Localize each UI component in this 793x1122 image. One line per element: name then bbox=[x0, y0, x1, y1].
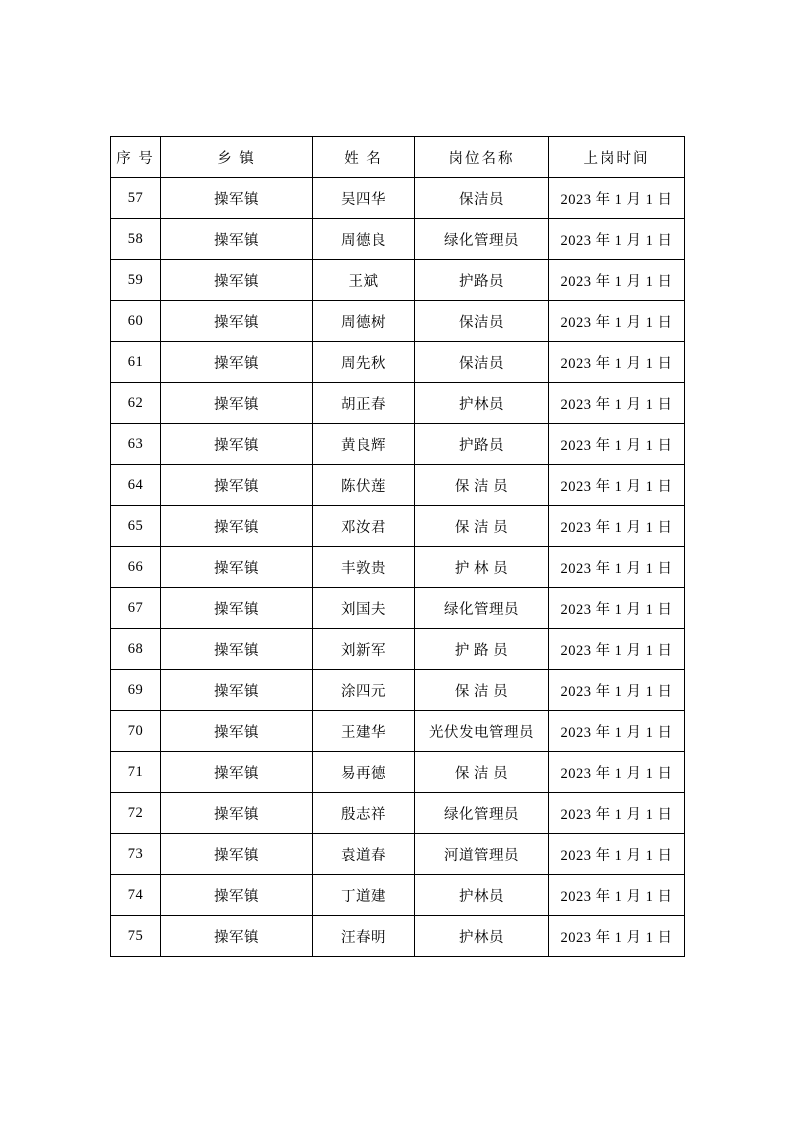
table-row bbox=[111, 916, 685, 957]
cell-name: 涂四元 bbox=[313, 670, 415, 711]
cell-town: 操军镇 bbox=[161, 219, 313, 260]
cell-index: 69 bbox=[111, 670, 161, 711]
column-header-index: 序 号 bbox=[111, 137, 161, 178]
cell-town: 操军镇 bbox=[161, 465, 313, 506]
table-row bbox=[111, 465, 685, 506]
cell-date: 2023 年 1 月 1 日 bbox=[549, 629, 685, 670]
table-row bbox=[111, 383, 685, 424]
table-row bbox=[111, 301, 685, 342]
table-row bbox=[111, 875, 685, 916]
cell-index: 62 bbox=[111, 383, 161, 424]
cell-name: 丰敦贵 bbox=[313, 547, 415, 588]
cell-name: 易再德 bbox=[313, 752, 415, 793]
table-row bbox=[111, 424, 685, 465]
cell-date: 2023 年 1 月 1 日 bbox=[549, 301, 685, 342]
cell-town: 操军镇 bbox=[161, 547, 313, 588]
cell-date: 2023 年 1 月 1 日 bbox=[549, 178, 685, 219]
cell-post: 保 洁 员 bbox=[415, 506, 549, 547]
table-row bbox=[111, 342, 685, 383]
cell-post: 光伏发电管理员 bbox=[415, 711, 549, 752]
cell-index: 61 bbox=[111, 342, 161, 383]
cell-name: 吴四华 bbox=[313, 178, 415, 219]
cell-index: 60 bbox=[111, 301, 161, 342]
cell-index: 65 bbox=[111, 506, 161, 547]
column-header-post: 岗位名称 bbox=[415, 137, 549, 178]
cell-index: 73 bbox=[111, 834, 161, 875]
cell-town: 操军镇 bbox=[161, 301, 313, 342]
cell-name: 刘新军 bbox=[313, 629, 415, 670]
cell-date: 2023 年 1 月 1 日 bbox=[549, 670, 685, 711]
cell-date: 2023 年 1 月 1 日 bbox=[549, 793, 685, 834]
cell-post: 护林员 bbox=[415, 383, 549, 424]
table-row bbox=[111, 547, 685, 588]
cell-town: 操军镇 bbox=[161, 711, 313, 752]
table-row bbox=[111, 670, 685, 711]
column-header-date: 上岗时间 bbox=[549, 137, 685, 178]
cell-index: 66 bbox=[111, 547, 161, 588]
cell-index: 72 bbox=[111, 793, 161, 834]
cell-date: 2023 年 1 月 1 日 bbox=[549, 875, 685, 916]
table-row bbox=[111, 711, 685, 752]
table-row bbox=[111, 260, 685, 301]
cell-town: 操军镇 bbox=[161, 793, 313, 834]
cell-town: 操军镇 bbox=[161, 752, 313, 793]
cell-post: 保洁员 bbox=[415, 342, 549, 383]
cell-post: 保 洁 员 bbox=[415, 670, 549, 711]
cell-town: 操军镇 bbox=[161, 260, 313, 301]
table-row bbox=[111, 793, 685, 834]
cell-name: 胡正春 bbox=[313, 383, 415, 424]
cell-date: 2023 年 1 月 1 日 bbox=[549, 260, 685, 301]
cell-post: 绿化管理员 bbox=[415, 793, 549, 834]
cell-post: 保洁员 bbox=[415, 178, 549, 219]
cell-index: 57 bbox=[111, 178, 161, 219]
table-header-row bbox=[111, 137, 685, 178]
cell-date: 2023 年 1 月 1 日 bbox=[549, 383, 685, 424]
cell-date: 2023 年 1 月 1 日 bbox=[549, 916, 685, 957]
cell-town: 操军镇 bbox=[161, 834, 313, 875]
cell-date: 2023 年 1 月 1 日 bbox=[549, 342, 685, 383]
cell-town: 操军镇 bbox=[161, 670, 313, 711]
cell-name: 陈伏莲 bbox=[313, 465, 415, 506]
cell-index: 63 bbox=[111, 424, 161, 465]
cell-post: 河道管理员 bbox=[415, 834, 549, 875]
cell-date: 2023 年 1 月 1 日 bbox=[549, 219, 685, 260]
cell-name: 王建华 bbox=[313, 711, 415, 752]
roster-table bbox=[110, 136, 685, 957]
table-row bbox=[111, 178, 685, 219]
cell-date: 2023 年 1 月 1 日 bbox=[549, 506, 685, 547]
cell-name: 刘国夫 bbox=[313, 588, 415, 629]
cell-town: 操军镇 bbox=[161, 383, 313, 424]
cell-name: 周先秋 bbox=[313, 342, 415, 383]
cell-date: 2023 年 1 月 1 日 bbox=[549, 424, 685, 465]
cell-index: 68 bbox=[111, 629, 161, 670]
table-row bbox=[111, 629, 685, 670]
cell-name: 袁道春 bbox=[313, 834, 415, 875]
table-row bbox=[111, 506, 685, 547]
roster-table-container bbox=[110, 136, 684, 957]
cell-town: 操军镇 bbox=[161, 588, 313, 629]
cell-post: 护 林 员 bbox=[415, 547, 549, 588]
table-row bbox=[111, 834, 685, 875]
table-body bbox=[111, 178, 685, 957]
cell-date: 2023 年 1 月 1 日 bbox=[549, 834, 685, 875]
cell-index: 64 bbox=[111, 465, 161, 506]
cell-name: 王斌 bbox=[313, 260, 415, 301]
cell-post: 护路员 bbox=[415, 424, 549, 465]
cell-post: 保 洁 员 bbox=[415, 465, 549, 506]
column-header-town: 乡 镇 bbox=[161, 137, 313, 178]
cell-post: 护 路 员 bbox=[415, 629, 549, 670]
cell-town: 操军镇 bbox=[161, 875, 313, 916]
cell-index: 75 bbox=[111, 916, 161, 957]
cell-post: 绿化管理员 bbox=[415, 219, 549, 260]
cell-date: 2023 年 1 月 1 日 bbox=[549, 547, 685, 588]
column-header-name: 姓 名 bbox=[313, 137, 415, 178]
cell-post: 护林员 bbox=[415, 916, 549, 957]
cell-post: 保 洁 员 bbox=[415, 752, 549, 793]
cell-name: 丁道建 bbox=[313, 875, 415, 916]
cell-post: 保洁员 bbox=[415, 301, 549, 342]
cell-name: 邓汝君 bbox=[313, 506, 415, 547]
cell-post: 绿化管理员 bbox=[415, 588, 549, 629]
table-row bbox=[111, 588, 685, 629]
cell-date: 2023 年 1 月 1 日 bbox=[549, 711, 685, 752]
cell-index: 70 bbox=[111, 711, 161, 752]
cell-town: 操军镇 bbox=[161, 424, 313, 465]
cell-date: 2023 年 1 月 1 日 bbox=[549, 465, 685, 506]
cell-name: 殷志祥 bbox=[313, 793, 415, 834]
table-row bbox=[111, 219, 685, 260]
table-row bbox=[111, 752, 685, 793]
cell-post: 护林员 bbox=[415, 875, 549, 916]
cell-name: 周德树 bbox=[313, 301, 415, 342]
cell-name: 汪春明 bbox=[313, 916, 415, 957]
cell-town: 操军镇 bbox=[161, 629, 313, 670]
cell-town: 操军镇 bbox=[161, 178, 313, 219]
cell-date: 2023 年 1 月 1 日 bbox=[549, 752, 685, 793]
cell-index: 74 bbox=[111, 875, 161, 916]
cell-index: 59 bbox=[111, 260, 161, 301]
cell-name: 周德良 bbox=[313, 219, 415, 260]
cell-town: 操军镇 bbox=[161, 506, 313, 547]
cell-town: 操军镇 bbox=[161, 342, 313, 383]
cell-post: 护路员 bbox=[415, 260, 549, 301]
cell-town: 操军镇 bbox=[161, 916, 313, 957]
cell-index: 71 bbox=[111, 752, 161, 793]
table-header bbox=[111, 137, 685, 178]
cell-index: 58 bbox=[111, 219, 161, 260]
cell-index: 67 bbox=[111, 588, 161, 629]
cell-name: 黄良辉 bbox=[313, 424, 415, 465]
cell-date: 2023 年 1 月 1 日 bbox=[549, 588, 685, 629]
